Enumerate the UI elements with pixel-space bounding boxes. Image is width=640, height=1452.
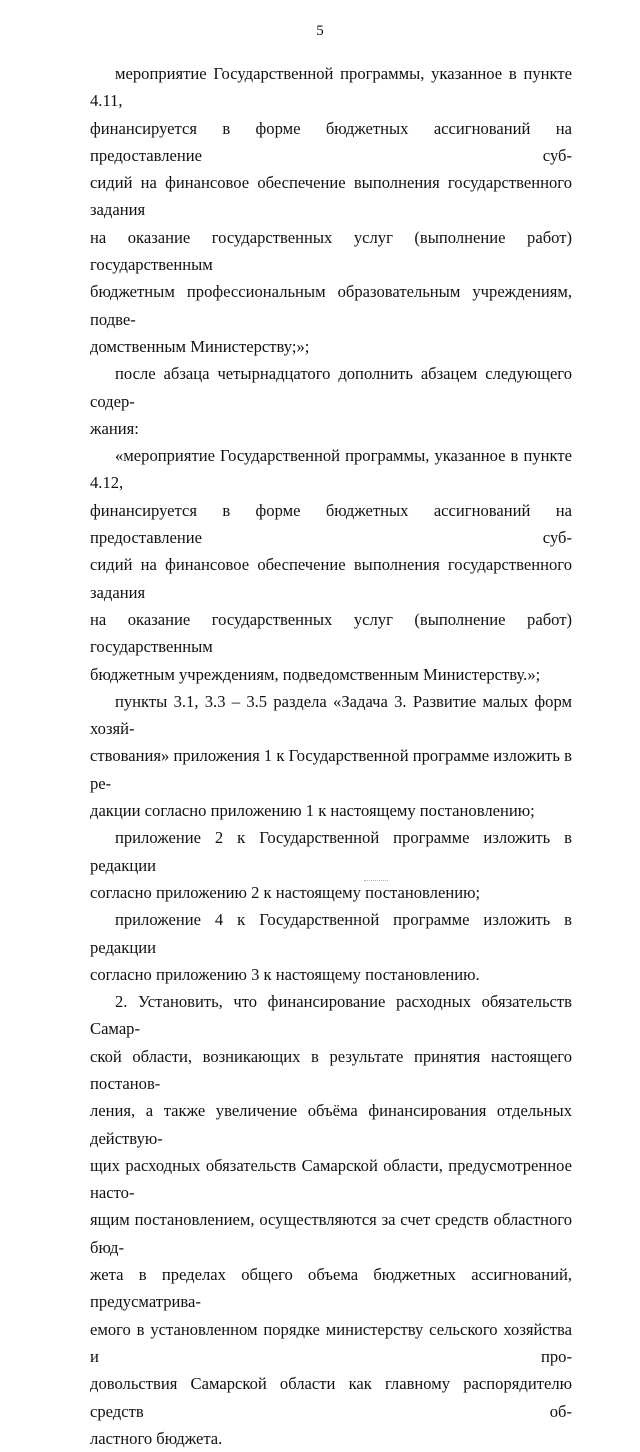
text-line: мероприятие Государственной программы, указанное в пункте 4.11, xyxy=(90,64,572,111)
text-line: приложение 4 к Государственной программе изложить в редакции xyxy=(90,910,572,957)
paragraph-appendix-2 xyxy=(90,824,572,906)
scan-artifact-mark xyxy=(364,880,388,883)
text-line: бюджетным профессиональным образовательным учреждениям, подве- xyxy=(90,282,572,329)
text-line: ящим постановлением, осуществляются за счет средств областного бюд- xyxy=(90,1210,572,1257)
text-line: финансируется в форме бюджетных ассигнований на предоставление суб- xyxy=(90,500,572,548)
text-line: довольствия Самарской области как главному распорядителю средств об- xyxy=(90,1374,572,1421)
page-number: 5 xyxy=(316,23,324,39)
text-line: жания: xyxy=(90,418,139,438)
text-line: дакции согласно приложению 1 к настоящему постановлению; xyxy=(90,801,535,821)
text-line: приложение 2 к Государственной программе изложить в редакции xyxy=(90,828,572,875)
text-line: сидий на финансовое обеспечение выполнения государственного задания xyxy=(90,173,572,220)
document-body xyxy=(90,60,572,1452)
text-line: 2. Установить, что финансирование расходных обязательств Самар- xyxy=(90,992,572,1039)
text-line: ствования» приложения 1 к Государственной программе изложить в ре- xyxy=(90,746,572,793)
text-line: на оказание государственных услуг (выполнение работ) государственным xyxy=(90,227,572,275)
text-line: финансируется в форме бюджетных ассигнований на предоставление суб- xyxy=(90,118,572,165)
text-line: на оказание государственных услуг (выполнение работ) государственным xyxy=(90,609,572,657)
paragraph-financing xyxy=(90,988,572,1452)
paragraph-appendix-4 xyxy=(90,906,572,988)
paragraph-add-abzac xyxy=(90,360,572,442)
paragraph-measure-4-12 xyxy=(90,442,572,688)
text-line: согласно приложению 3 к настоящему постановлению. xyxy=(90,964,480,984)
text-line: щих расходных обязательств Самарской области, предусмотренное насто- xyxy=(90,1155,572,1203)
text-line: ластного бюджета. xyxy=(90,1428,223,1448)
text-line: после абзаца четырнадцатого дополнить абзацем следующего содер- xyxy=(90,364,572,411)
text-line: пункты 3.1, 3.3 – 3.5 раздела «Задача 3. Развитие малых форм хозяй- xyxy=(90,691,572,739)
text-line: жета в пределах общего объема бюджетных ассигнований, предусматрива- xyxy=(90,1265,572,1312)
text-line: бюджетным учреждениям, подведомственным Министерству.»; xyxy=(90,664,541,684)
paragraph-points-3 xyxy=(90,688,572,824)
text-line: домственным Министерству;»; xyxy=(90,336,310,356)
text-line: ления, а также увеличение объёма финансирования отдельных действую- xyxy=(90,1101,572,1148)
text-line: ской области, возникающих в результате принятия настоящего постанов- xyxy=(90,1046,572,1093)
text-line: сидий на финансовое обеспечение выполнения государственного задания xyxy=(90,555,572,602)
text-line: согласно приложению 2 к настоящему постановлению; xyxy=(90,882,481,902)
text-line: «мероприятие Государственной программы, указанное в пункте 4.12, xyxy=(90,446,572,493)
paragraph-measure-4-11 xyxy=(90,60,572,360)
text-line: емого в установленном порядке министерству сельского хозяйства и про- xyxy=(90,1319,572,1366)
